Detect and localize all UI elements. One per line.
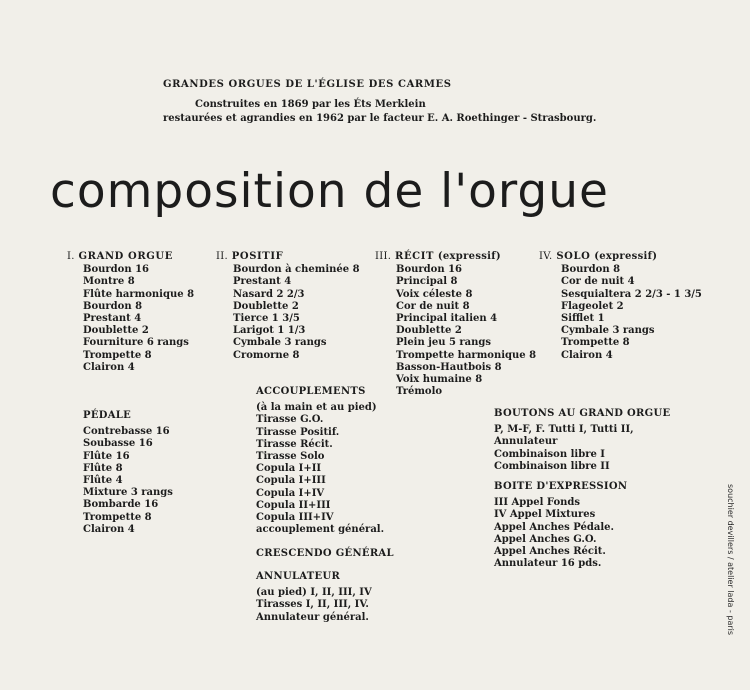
section-heading	[216, 251, 360, 263]
list-item: Cymbale 3 rangs	[561, 325, 655, 337]
section-boutons	[494, 408, 670, 473]
list-item: Soubasse 16	[83, 438, 153, 450]
list-item: Appel Anches Récit.	[494, 546, 606, 558]
list-item: Larigot 1 1/3	[233, 325, 306, 337]
list-item: Combinaison libre I	[494, 448, 605, 460]
list-item: (à la main et au pied)	[256, 402, 377, 414]
list-item: Doublette 2	[396, 325, 462, 337]
list-item: Sesquialtera 2 2/3 - 1 3/5	[561, 288, 702, 300]
list-item: Contrebasse 16	[83, 426, 170, 438]
list-item: Clairon 4	[83, 361, 135, 373]
list-item: Trompette 8	[83, 349, 152, 361]
list-item: Combinaison libre II	[494, 460, 610, 472]
section-subtitle: (expressif)	[594, 251, 658, 262]
list-item: Bourdon 16	[83, 264, 149, 276]
header-line-1: GRANDES ORGUES DE L'ÉGLISE DES CARMES	[163, 79, 452, 90]
list-item: Sifflet 1	[561, 313, 605, 325]
section-recit	[375, 251, 536, 398]
list-item: Tirasse Positif.	[256, 426, 340, 438]
section-title: BOITE D'EXPRESSION	[494, 481, 628, 492]
list-item: Bourdon 8	[83, 300, 143, 312]
section-annulateur	[256, 571, 372, 624]
list-item: Flageolet 2	[561, 300, 624, 312]
section-title: ANNULATEUR	[256, 571, 341, 582]
list-item: Bombarde 16	[83, 499, 159, 511]
list-item: Principal 8	[396, 276, 458, 288]
list-item: Cor de nuit 4	[561, 276, 635, 288]
section-pedale	[83, 410, 173, 536]
section-crescendo	[256, 548, 394, 561]
list-item: Flûte 16	[83, 450, 130, 462]
list-item: Copula I+IV	[256, 487, 325, 499]
list-item: Tirasses I, II, III, IV.	[256, 599, 369, 611]
list-item: P, M-F, F. Tutti I, Tutti II,	[494, 424, 634, 436]
section-heading	[375, 251, 536, 263]
list-item: Tirasse Récit.	[256, 438, 333, 450]
list-item: Appel Anches G.O.	[494, 533, 597, 545]
section-boite-expression	[494, 481, 627, 570]
list-item: Trompette 8	[561, 337, 630, 349]
list-item: Basson-Hautbois 8	[396, 361, 502, 373]
list-item: Flûte 4	[83, 475, 123, 487]
list-item: Mixture 3 rangs	[83, 487, 173, 499]
section-number: I.	[67, 251, 75, 262]
list-item: Principal italien 4	[396, 313, 498, 325]
list-item: Cor de nuit 8	[396, 300, 470, 312]
list-item: Bourdon à cheminée 8	[233, 264, 360, 276]
list-item: Fourniture 6 rangs	[83, 337, 189, 349]
list-item: Flûte 8	[83, 462, 123, 474]
printer-credit: souchier devillers / atelier lada - paris	[726, 484, 735, 636]
section-solo	[539, 251, 702, 362]
list-item: Copula I+II	[256, 463, 322, 475]
section-title: BOUTONS AU GRAND ORGUE	[494, 408, 671, 419]
list-item: Trompette 8	[83, 511, 152, 523]
list-item: Voix céleste 8	[396, 288, 473, 300]
list-item: (au pied) I, II, III, IV	[256, 587, 372, 599]
list-item: Doublette 2	[233, 300, 299, 312]
list-item: Cymbale 3 rangs	[233, 337, 327, 349]
section-number: IV.	[539, 251, 553, 262]
list-item: Plein jeu 5 rangs	[396, 337, 492, 349]
list-item: Cromorne 8	[233, 349, 300, 361]
section-subtitle: (expressif)	[437, 251, 501, 262]
list-item: Trémolo	[396, 386, 443, 398]
list-item: Doublette 2	[83, 325, 149, 337]
header-line-3: restaurées et agrandies en 1962 par le facteur E. A. Roethinger - Strasbourg.	[163, 113, 597, 124]
list-item: Appel Anches Pédale.	[494, 521, 614, 533]
page-title: composition de l'orgue	[50, 164, 609, 219]
header-line-2: Construites en 1869 par les Éts Merklein	[195, 99, 426, 110]
list-item: III Appel Fonds	[494, 497, 581, 509]
list-item: Annulateur 16 pds.	[494, 558, 602, 570]
list-item: Bourdon 16	[396, 264, 462, 276]
list-item: accouplement général.	[256, 524, 385, 536]
list-item: Tierce 1 3/5	[233, 313, 300, 325]
section-accouplements	[256, 386, 384, 536]
section-title: PÉDALE	[83, 410, 132, 421]
section-title: POSITIF	[231, 251, 284, 262]
section-title: CRESCENDO GÉNÉRAL	[256, 548, 394, 559]
section-heading	[539, 251, 702, 263]
list-item: IV Appel Mixtures	[494, 509, 596, 521]
list-item: Tirasse Solo	[256, 451, 325, 463]
list-item: Prestant 4	[83, 313, 142, 325]
list-item: Annulateur général.	[256, 611, 369, 623]
list-item: Flûte harmonique 8	[83, 288, 195, 300]
section-title: SOLO	[556, 251, 591, 262]
section-title: RÉCIT	[395, 251, 435, 262]
list-item: Tirasse G.O.	[256, 414, 324, 426]
list-item: Prestant 4	[233, 276, 292, 288]
list-item: Copula III+IV	[256, 512, 334, 524]
section-number: III.	[375, 251, 392, 262]
list-item: Bourdon 8	[561, 264, 621, 276]
list-item: Annulateur	[494, 436, 558, 448]
list-item: Nasard 2 2/3	[233, 288, 305, 300]
list-item: Montre 8	[83, 276, 135, 288]
section-number: II.	[216, 251, 228, 262]
list-item: Trompette harmonique 8	[396, 349, 537, 361]
list-item: Voix humaine 8	[396, 374, 483, 386]
section-heading	[67, 251, 194, 263]
list-item: Clairon 4	[83, 523, 135, 535]
section-title: GRAND ORGUE	[78, 251, 173, 262]
list-item: Copula II+III	[256, 499, 331, 511]
list-item: Clairon 4	[561, 349, 613, 361]
section-grand-orgue	[67, 251, 194, 374]
section-title: ACCOUPLEMENTS	[256, 386, 366, 397]
section-positif	[216, 251, 360, 362]
list-item: Copula I+III	[256, 475, 326, 487]
